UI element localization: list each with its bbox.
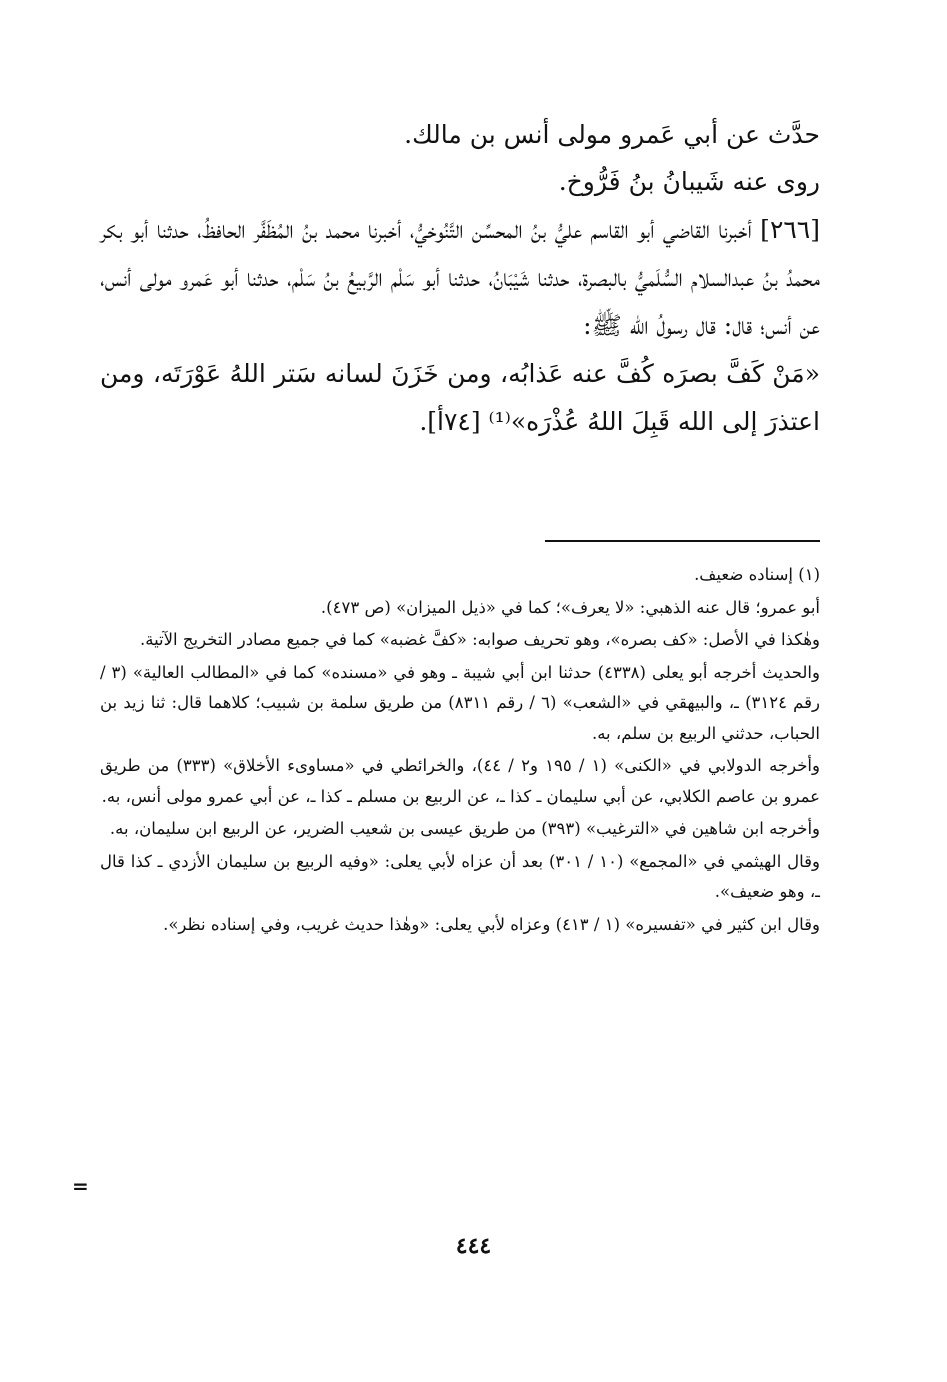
footnote-separator: [545, 540, 820, 542]
main-text: [100, 112, 820, 446]
narrated-from-line: حدَّث عن أبي عَمرو مولى أنس بن مالك.: [404, 120, 820, 149]
footnote-note: والحديث أخرجه أبو يعلى (٤٣٣٨) حدثنا ابن أبي شيبة ـ وهو في «مسنده» كما في «المطالب العالية» (٣ / رقم ٣١٢٤) ـ، والبيهقي في «الشعب» (٦ / رقم ٨٣١١) من طريق سلمة بن شبيب؛ كلاهما قال: ثنا زيد بن الحباب، حدثني الربيع بن سلم، به.: [100, 662, 820, 743]
footnote-note: وقال ابن كثير في «تفسيره» (١ / ٤١٣) وعزاه لأبي يعلى: «وهٰذا حديث غريب، وفي إسناده نظر».: [163, 914, 820, 934]
hadith-chain: [٢٦٦] أخبرنا القاضي أبو القاسم عليُّ بنُ المحسِّن التَّنُوخيُّ، أخبرنا محمد بنُ المُظَفَّر الحافظُ، حدثنا أبو بكر محمدُ بنُ عبدالسلام السُّلَميُّ بالبصرة، حدثنا شَيْبَانُ، حدثنا أبو سَلْم الرَّبيعُ بنُ سَلْم، حدثنا أبو عَمرو مولى أنس، عن أنس؛ قال: قال رسولُ الله ﷺ:: [100, 215, 820, 340]
footnote-note: وأخرجه الدولابي في «الكنى» (١ / ١٩٥ و٢ / ٤٤)، والخرائطي في «مساوىء الأخلاق» (٣٣٣) من طريق عمرو بن عاصم الكلابي، عن أبي سليمان ـ كذا ـ، عن الربيع بن مسلم ـ كذا ـ، عن أبي عمرو مولى أنس، به.: [100, 756, 820, 806]
page-number: ٤٤٤: [455, 1233, 492, 1259]
footnote-note: وقال الهيثمي في «المجمع» (١٠ / ٣٠١) بعد أن عزاه لأبي يعلى: «وفيه الربيع بن سليمان الأزدي ـ كذا قال ـ، وهو ضعيف».: [100, 851, 820, 901]
hadith-text: «مَنْ كَفَّ بصرَه كُفَّ عنه عَذابُه، ومن خَزَنَ لسانه سَتر اللهُ عَوْرَتَه، ومن اعتذرَ إلى الله قَبِلَ اللهُ عُذْرَه»⁽¹⁾ [٧٤أ].: [100, 359, 820, 436]
footnote-1: (١) إسناده ضعيف.: [694, 565, 820, 584]
narrated-by-line: روى عنه شَيبانُ بنُ فَرُّوخ.: [558, 167, 820, 196]
footnote-note: وهٰكذا في الأصل: «كف بصره»، وهو تحريف صوابه: «كفَّ غضبه» كما في جميع مصادر التخريج الآتية.: [139, 630, 820, 649]
footnote-note: وأخرجه ابن شاهين في «الترغيب» (٣٩٣) من طريق عيسى بن شعيب الضرير، عن الربيع ابن سليمان، به.: [109, 819, 820, 838]
footnote-note: أبو عمرو؛ قال عنه الذهبي: «لا يعرف»؛ كما في «ذيل الميزان» (ص ٤٧٣).: [320, 597, 820, 617]
footnotes: [100, 560, 820, 942]
continuation-mark: =: [72, 1174, 89, 1198]
